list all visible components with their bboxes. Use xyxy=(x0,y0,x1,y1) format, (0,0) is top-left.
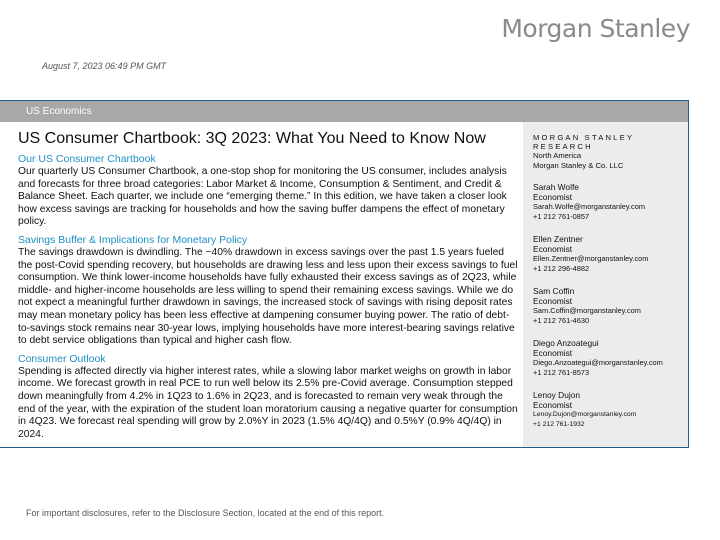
section-body: The savings drawdown is dwindling. The ~40% drawdown in excess savings over the past 1.5 years fueled the post-Covid spending recovery, but households are drawing less and less upon their excess savings to fuel consumption. We think lower-income households have fully exhausted their excess savings as of 2Q23, while middle- and higher-income households are less willing to spend their remaining excess savings. While we do not expect a meaningful further drawdown in savings, the increased stock of savings with rising deposit rates may mean monetary policy has been less effective at dampening consumer buying power. The ratio of debt-to-savings stock remains near 30-year lows, implying households have more interest-bearing savings relative to debt service obligations than typical and higher cash flow. xyxy=(18,246,518,347)
analyst-email[interactable]: Lenoy.Dujon@morganstanley.com xyxy=(533,411,637,418)
analyst-name: Sam Coffin xyxy=(533,286,575,296)
analyst-phone: +1 212 296-4882 xyxy=(533,264,590,273)
main-content xyxy=(0,122,523,447)
analyst-email[interactable]: Sarah.Wolfe@morganstanley.com xyxy=(533,202,645,211)
report-frame xyxy=(0,100,689,448)
analyst-phone: +1 212 761-8573 xyxy=(533,368,590,377)
analyst-role: Economist xyxy=(533,348,573,358)
analyst-phone: +1 212 761-4630 xyxy=(533,316,590,325)
report-sections xyxy=(18,153,520,446)
analyst-sidebar xyxy=(523,122,688,447)
analyst-role: Economist xyxy=(533,296,573,306)
analyst-contact xyxy=(533,182,688,222)
analyst-role: Economist xyxy=(533,192,573,202)
section-heading: Consumer Outlook xyxy=(18,352,106,365)
report-date: August 7, 2023 06:49 PM GMT xyxy=(42,61,167,71)
category-banner: US Economics xyxy=(0,101,688,122)
analyst-name: Sarah Wolfe xyxy=(533,182,579,192)
analyst-phone: +1 212 761-1932 xyxy=(533,421,585,428)
firm-name: Morgan Stanley & Co. LLC xyxy=(533,160,624,170)
section-heading: Savings Buffer & Implications for Monetary Policy xyxy=(18,233,248,246)
analyst-name: Ellen Zentner xyxy=(533,234,583,244)
section-body: Our quarterly US Consumer Chartbook, a one-stop shop for monitoring the US consumer, includes analysis and forecasts for three broad categories: Labor Market & Income, Consumption & Sentiment, and Credit & Balance Sheet. Each quarter, we include one “emerging theme.” In this edition, we have taken a closer look how excess savings are tracking for households and how the saving buffer dampens the effect of monetary policy. xyxy=(18,166,507,228)
section-consumer-outlook xyxy=(18,353,520,442)
research-heading: MORGAN STANLEY RESEARCH xyxy=(533,133,634,151)
section-savings-buffer xyxy=(18,234,520,348)
analyst-name: Lenoy Dujon xyxy=(533,390,581,400)
analyst-contact xyxy=(533,338,688,378)
section-heading: Our US Consumer Chartbook xyxy=(18,153,156,165)
analyst-role: Economist xyxy=(533,400,573,410)
analyst-email[interactable]: Ellen.Zentner@morganstanley.com xyxy=(533,254,649,263)
analyst-contact xyxy=(533,390,688,430)
report-title: US Consumer Chartbook: 3Q 2023: What You Need to Know Now xyxy=(18,130,486,147)
disclosure-footer: For important disclosures, refer to the Disclosure Section, located at the end of this report. xyxy=(26,508,385,518)
region: North America xyxy=(533,151,582,160)
analyst-phone: +1 212 761-0857 xyxy=(533,212,590,221)
analyst-contact xyxy=(533,234,688,274)
analyst-email[interactable]: Sam.Coffin@morganstanley.com xyxy=(533,306,641,315)
analyst-email[interactable]: Diego.Anzoategui@morganstanley.com xyxy=(533,358,663,367)
analyst-contact xyxy=(533,286,688,326)
analyst-role: Economist xyxy=(533,244,573,254)
analyst-name: Diego Anzoategui xyxy=(533,338,599,348)
section-our-chartbook xyxy=(18,153,520,229)
section-body: Spending is affected directly via higher interest rates, while a slowing labor market weighs on growth in labor income. We forecast growth in real PCE to run well below its 2.5% pre-Covid average. Consumption stepped down meaningfully from 4.2% in 1Q23 to 1.6% in 2Q23, and is forecasted to remain very weak through the end of the year, with the expiration of the student loan moratorium causing a negative quarter for consumption in 4Q23. We forecast real spending will grow by 2.0%Y in 2023 (1.5% 4Q/4Q) and 0.5%Y (0.9% 4Q/4Q) in 2024. xyxy=(18,365,518,440)
morgan-stanley-logo: Morgan Stanley xyxy=(501,14,690,43)
